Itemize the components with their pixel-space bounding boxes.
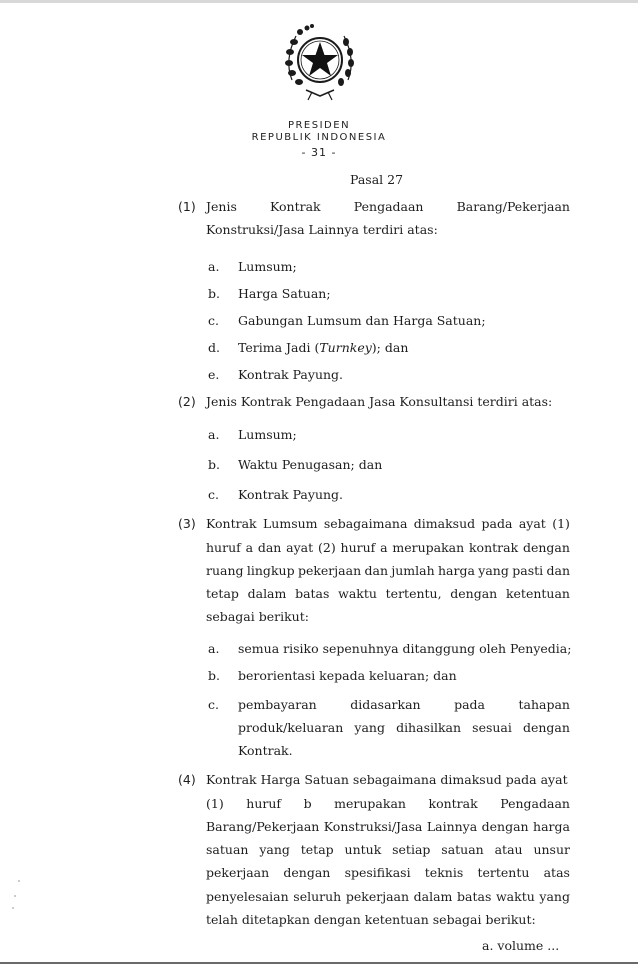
word: Lainnya [426,819,478,834]
word: pekerjaan [345,889,410,904]
ayat-3-line-4 [206,586,570,602]
word: dengan [450,586,498,601]
scan-top-edge [0,0,638,3]
word: ketentuan [505,586,570,601]
text-run: Terima Jadi ( [238,340,320,355]
word: huruf [340,540,376,555]
list-label: c. [208,313,219,328]
word: b [303,796,312,811]
word: sesuai [472,720,512,735]
list-item: berorientasi kepada keluaran; dan [238,668,457,683]
list-label: b. [208,286,220,301]
word: Kontrak [206,516,257,531]
word: (1) [552,516,570,531]
word: dengan [522,540,570,555]
text-run: ); dan [371,340,409,355]
word: pasti [512,563,544,578]
word: tertentu, [385,586,442,601]
list-label: c. [208,487,219,502]
ayat-4-line-7: telah ditetapkan dengan ketentuan sebagai berikut: [206,912,536,927]
scan-speck [18,880,20,882]
word: dalam [247,586,287,601]
list-item: Kontrak Payung. [238,367,344,382]
word: huruf [246,796,282,811]
word: dan [546,563,570,578]
word: dimaksud [413,516,476,531]
word: atas [543,865,570,880]
ayat-4-line-5 [206,865,570,881]
word: tetap [206,586,239,601]
word: waktu [495,889,535,904]
list-label: d. [208,340,220,355]
list-label: a. [208,641,220,656]
ayat-4-number: (4) [178,772,196,787]
word: yang [354,720,385,735]
ayat-4-line-6 [206,889,570,905]
word: pada [454,697,485,712]
ayat-3-item-c-line-1 [238,697,570,713]
word: batas [295,586,330,601]
ayat-3-number: (3) [178,516,196,531]
word: dalam [413,889,453,904]
word: dan [364,563,388,578]
list-label: a. [208,259,220,274]
ayat-3-item-c-line-3: Kontrak. [238,743,293,758]
word: yang [478,563,509,578]
word: ruang [206,563,244,578]
word: produk/keluaran [238,720,344,735]
continuation-catchword: a. volume ... [482,938,560,953]
word: dengan [283,865,331,880]
ayat-3-line-2 [206,540,570,556]
word: Pengadaan [500,796,570,811]
ayat-1-line-1 [206,199,570,215]
list-label: b. [208,668,220,683]
word: a [245,540,254,555]
word: Barang/Pekerjaan [206,819,320,834]
list-item: Kontrak Payung. [238,487,344,502]
pasal-title: Pasal 27 [350,172,404,187]
ayat-2-line-1: Jenis Kontrak Pengadaan Jasa Konsultansi terdiri atas: [206,394,553,409]
word: kontrak [428,796,478,811]
page-number: - 31 - [301,146,337,159]
word: dengan [481,819,529,834]
word: Lumsum [262,516,318,531]
word: dengan [522,720,570,735]
ayat-2-number: (2) [178,394,196,409]
word: Kontrak [270,199,321,214]
ayat-4-line-3 [206,819,570,835]
ayat-3-line-3 [206,563,570,579]
word: setiap [392,842,431,857]
word: dan [257,540,282,555]
ayat-3-item-c-line-2 [238,720,570,736]
list-label: b. [208,457,220,472]
word: lingkup [246,563,295,578]
word: tertentu [477,865,530,880]
list-label: a. [208,427,220,442]
word: didasarkan [350,697,421,712]
word: huruf [206,540,241,555]
word: tetap [300,842,334,857]
word: teknis [424,865,464,880]
word: (1) [206,796,224,811]
word: unsur [533,842,570,857]
list-label: e. [208,367,220,382]
word: Barang/Pekerjaan [456,199,570,214]
word: yang [259,842,290,857]
header-president: PRESIDEN [287,120,351,131]
word: ayat [518,516,546,531]
word: harga [438,563,475,578]
word: tahapan [518,697,570,712]
word: harga [533,819,570,834]
word: yang [539,889,570,904]
scan-speck [14,895,16,897]
header-republic: REPUBLIK INDONESIA [251,132,387,143]
word: Konstruksi/Jasa [323,819,423,834]
word: satuan [441,842,484,857]
word: pekerjaan [206,865,270,880]
word: kontrak [468,540,519,555]
word: pada [481,516,513,531]
word: ayat [286,540,314,555]
word: (2) [317,540,336,555]
list-item: Gabungan Lumsum dan Harga Satuan; [238,313,486,328]
word: merupakan [392,540,465,555]
ayat-3-line-5: sebagai berikut: [206,609,309,624]
word: satuan [206,842,249,857]
italic-term: Turnkey [319,340,372,355]
word: merupakan [334,796,406,811]
list-label: c. [208,697,219,712]
word: dihasilkan [396,720,462,735]
word: pekerjaan [297,563,362,578]
word: Jenis [206,199,237,214]
presidential-seal-icon [272,20,368,106]
list-item: semua risiko sepenuhnya ditanggung oleh Penyedia; [238,641,572,656]
scan-speck [12,907,14,909]
word: untuk [344,842,382,857]
ayat-1-number: (1) [178,199,196,214]
word: penyelesaian [206,889,289,904]
ayat-1-line-2: Konstruksi/Jasa Lainnya terdiri atas: [206,222,438,237]
word: a [380,540,388,555]
ayat-4-line-2 [206,796,570,812]
word: spesifikasi [344,865,411,880]
scan-bottom-edge [0,962,638,964]
word: sebagaimana [323,516,408,531]
list-item: Waktu Penugasan; dan [238,457,383,472]
word: jumlah [391,563,435,578]
ayat-4-line-4 [206,842,570,858]
list-item: Lumsum; [238,427,297,442]
word: batas [457,889,492,904]
word: Pengadaan [353,199,424,214]
word: waktu [338,586,377,601]
ayat-4-line-1: Kontrak Harga Satuan sebagaimana dimaksud pada ayat [206,772,568,787]
list-item: Harga Satuan; [238,286,331,301]
list-item: Lumsum; [238,259,297,274]
word: seluruh [293,889,342,904]
list-item [238,340,408,356]
word: pembayaran [238,697,317,712]
word: atau [494,842,523,857]
ayat-3-line-1 [206,516,570,532]
